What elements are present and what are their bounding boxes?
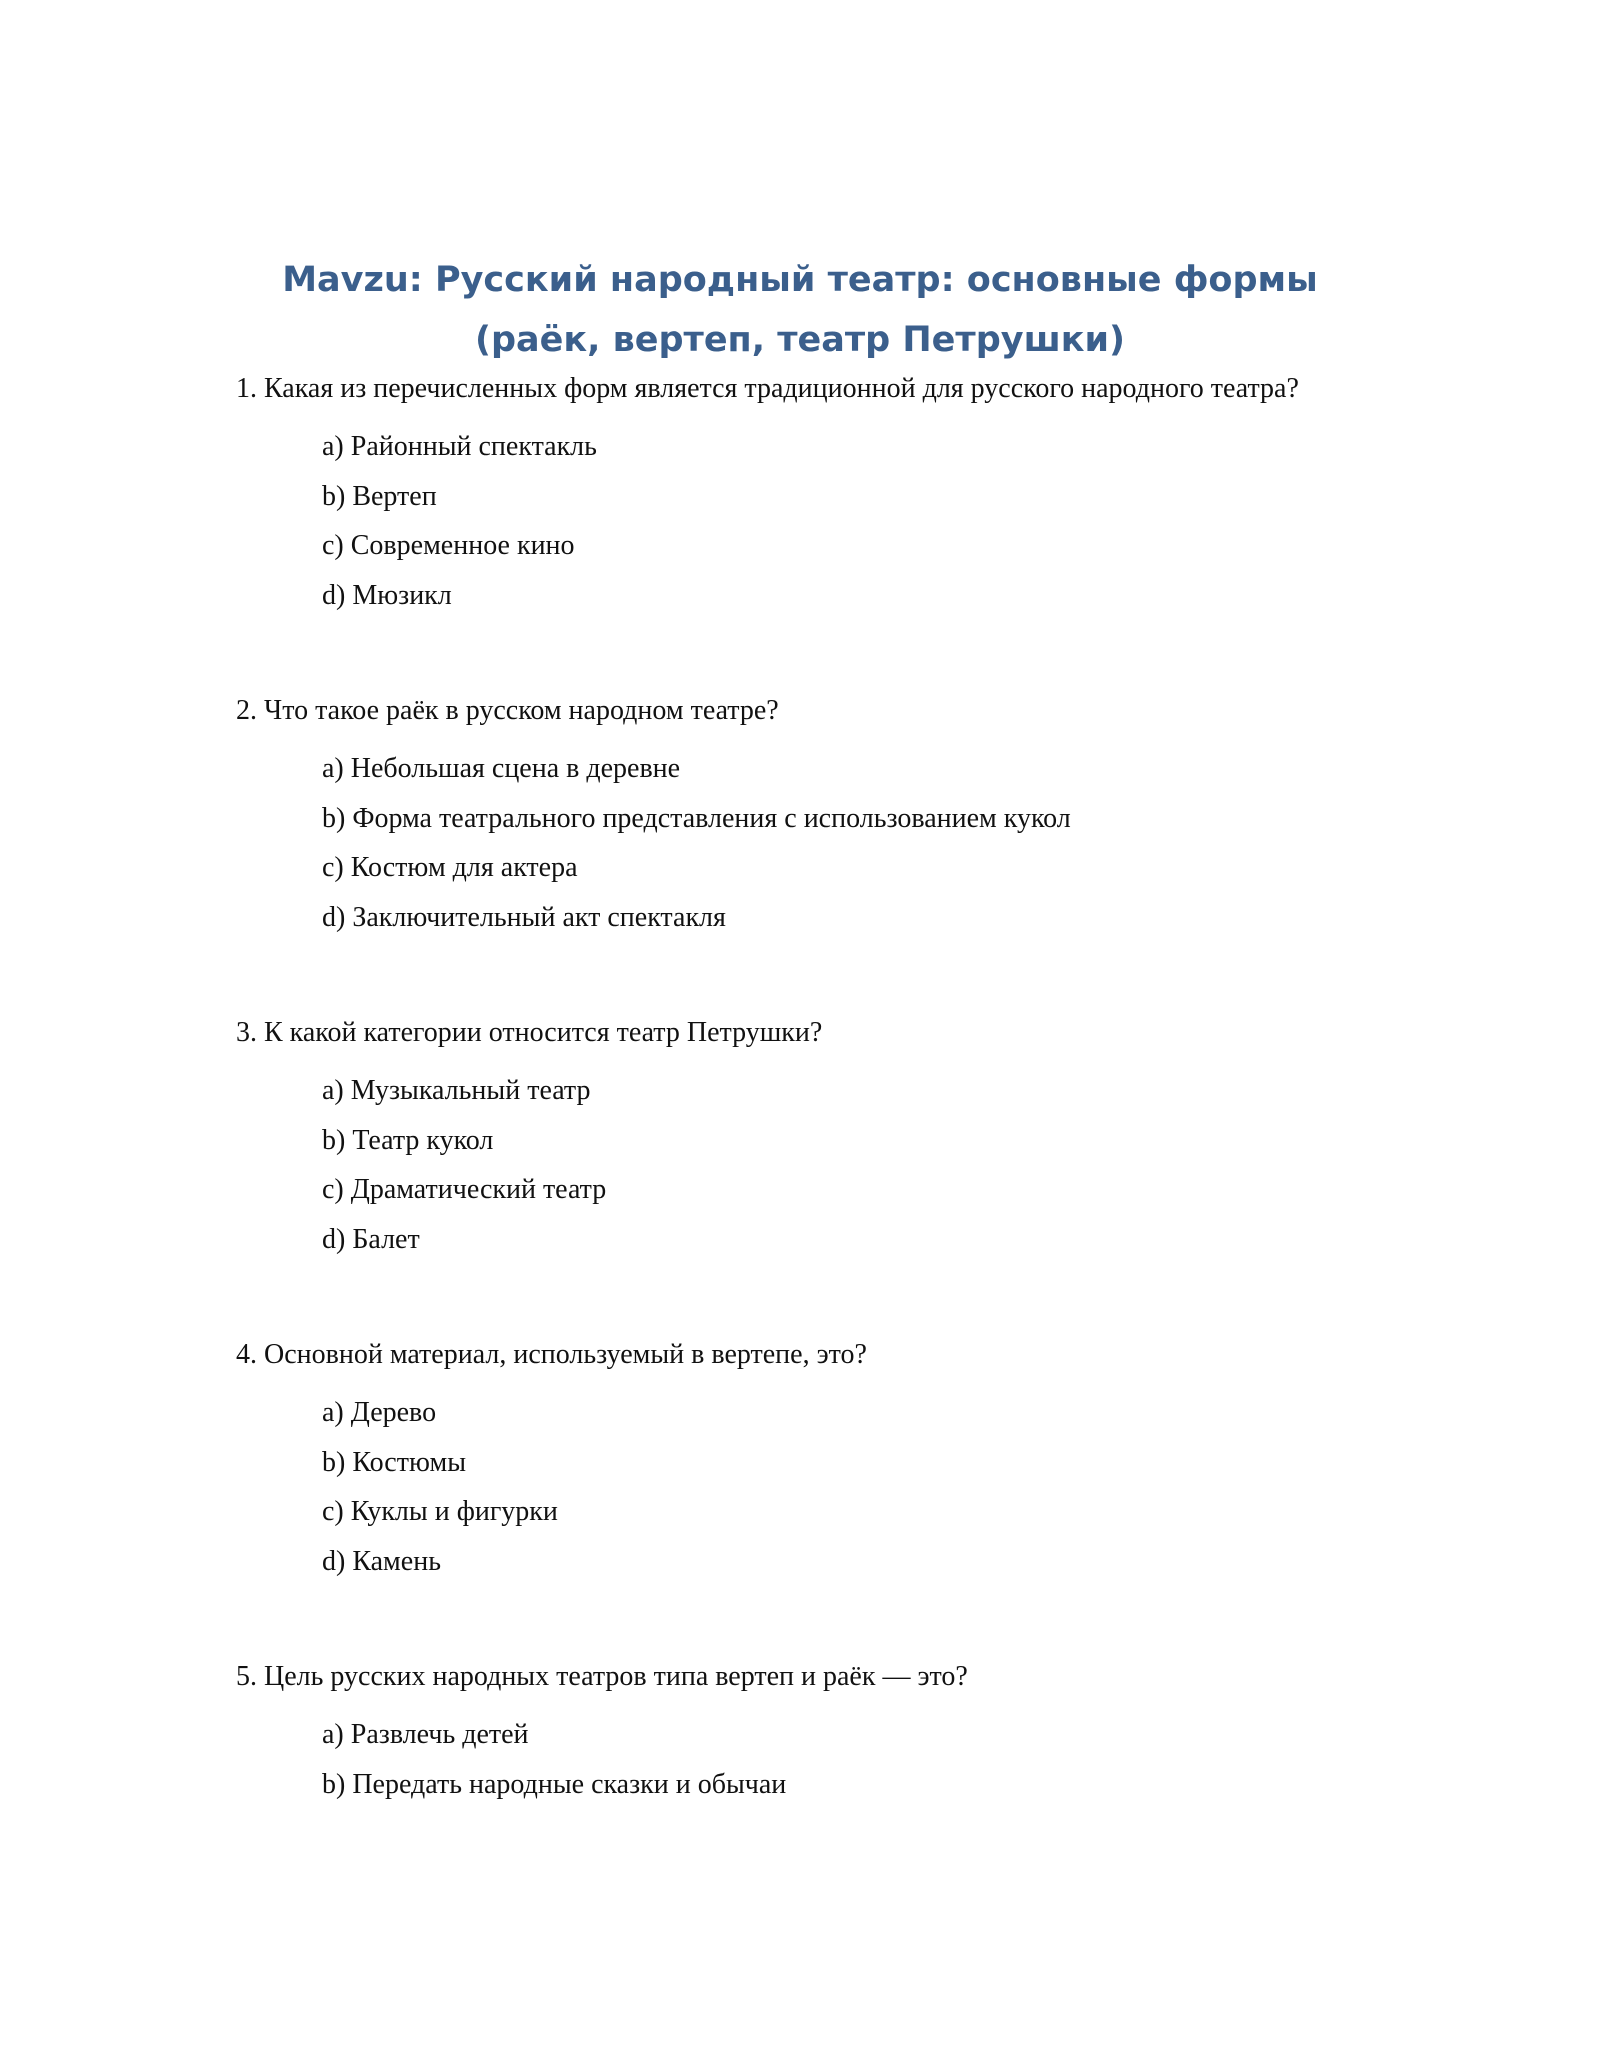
answer-option: d) Мюзикл [322, 579, 452, 611]
answer-option: c) Современное кино [322, 530, 575, 561]
spacer [236, 620, 1364, 690]
answer-option: a) Небольшая сцена в деревне [322, 753, 681, 784]
page-title: Mavzu: Русский народный театр: основные формы (раёк, вертеп, театр Петрушки) [282, 260, 1318, 360]
question-3 [236, 1012, 1364, 1264]
question-text: 1. Какая из перечисленных форм является традиционной для русского народного театра? [236, 373, 1299, 404]
answer-option: c) Костюм для актера [322, 852, 578, 883]
answer-options [322, 1066, 1364, 1264]
question-text: 5. Цель русских народных театров типа вертеп и раёк — это? [236, 1661, 968, 1692]
answer-options [322, 422, 1364, 620]
answer-option: d) Камень [322, 1545, 441, 1577]
question-4 [236, 1334, 1364, 1586]
answer-option: b) Театр кукол [322, 1124, 494, 1156]
answer-option: d) Балет [322, 1223, 420, 1255]
question-1 [236, 368, 1364, 620]
answer-option: b) Вертеп [322, 480, 437, 512]
answer-options [322, 744, 1364, 942]
answer-option: c) Драматический театр [322, 1174, 607, 1205]
answer-option: b) Передать народные сказки и обычаи [322, 1768, 787, 1800]
spacer [236, 1586, 1364, 1656]
answer-option: a) Музыкальный театр [322, 1075, 591, 1106]
answer-option: a) Развлечь детей [322, 1719, 529, 1750]
answer-option: a) Районный спектакль [322, 431, 597, 462]
answer-options [322, 1710, 1364, 1809]
answer-option: d) Заключительный акт спектакля [322, 901, 726, 933]
answer-option: a) Дерево [322, 1397, 437, 1428]
question-text: 2. Что такое раёк в русском народном театре? [236, 695, 779, 726]
spacer [236, 1264, 1364, 1334]
answer-option: b) Костюмы [322, 1446, 467, 1478]
answer-option: c) Куклы и фигурки [322, 1496, 558, 1527]
question-5 [236, 1656, 1364, 1809]
quiz-content [236, 368, 1364, 1809]
question-text: 4. Основной материал, используемый в вертепе, это? [236, 1339, 867, 1370]
question-text: 3. К какой категории относится театр Петрушки? [236, 1017, 823, 1048]
question-2 [236, 690, 1364, 942]
answer-options [322, 1388, 1364, 1586]
spacer [236, 942, 1364, 1012]
answer-option: b) Форма театрального представления с использованием кукол [322, 802, 1071, 834]
